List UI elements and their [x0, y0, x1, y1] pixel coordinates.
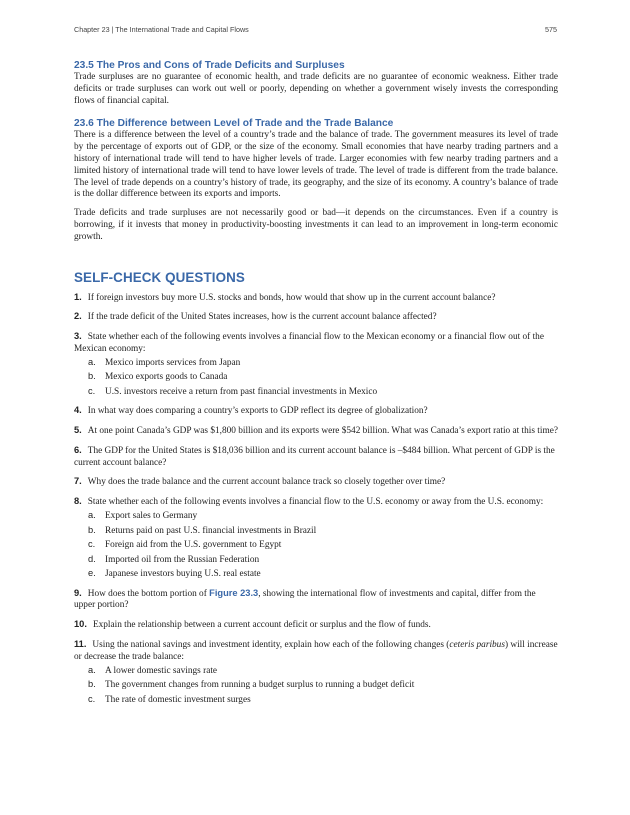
- question-7: [74, 476, 558, 489]
- question-number: 9.: [74, 587, 82, 598]
- item-letter: d.: [88, 553, 96, 564]
- list-item: [88, 539, 558, 552]
- list-item: [88, 386, 558, 399]
- item-letter: b.: [88, 524, 96, 535]
- sub-item-list: [74, 357, 558, 399]
- chapter-title: Chapter 23 | The International Trade and Capital Flows: [74, 25, 249, 34]
- item-text: Mexico imports services from Japan: [105, 357, 241, 368]
- question-text: Explain the relationship between a current account deficit or surplus and the flow of funds.: [92, 620, 431, 631]
- question-number: 8.: [74, 496, 82, 507]
- self-check-heading: SELF-CHECK QUESTIONS: [74, 269, 245, 285]
- sub-item-list: [74, 510, 558, 581]
- question-text: The GDP for the United States is $18,036 billion and its current account balance is –$484 billion. What percent of GDP is the current account balance?: [74, 445, 555, 468]
- question-text: State whether each of the following events involves a financial flow to the U.S. economy or away from the U.S. economy:: [87, 497, 544, 508]
- question-number: 1.: [74, 291, 82, 302]
- question-3: [74, 331, 558, 398]
- item-letter: c.: [88, 539, 96, 550]
- question-number: 4.: [74, 405, 82, 416]
- paragraph: Trade deficits and trade surpluses are not necessarily good or bad—it depends on the circumstances. Even if a country is borrowing, if it invests that money in productivity-boosting investments it can lead to an improvement in long-term economic growth.: [74, 208, 558, 242]
- item-text: Foreign aid from the U.S. government to Egypt: [105, 540, 282, 551]
- question-number: 7.: [74, 476, 82, 487]
- page-content: [74, 59, 558, 713]
- question-text: How does the bottom portion of: [87, 588, 210, 599]
- list-item: [88, 694, 558, 707]
- item-letter: b.: [88, 371, 96, 382]
- sub-item-list: [74, 665, 558, 707]
- question-text: In what way does comparing a country’s exports to GDP reflect its degree of globalization?: [87, 406, 428, 417]
- question-number: 6.: [74, 444, 82, 455]
- question-number: 11.: [74, 638, 87, 649]
- item-text: Imported oil from the Russian Federation: [105, 554, 260, 565]
- list-item: [88, 554, 558, 567]
- item-letter: b.: [88, 679, 96, 690]
- list-item: [88, 568, 558, 581]
- italic-term: ceteris paribus: [449, 639, 505, 650]
- item-text: Mexico exports goods to Canada: [105, 372, 228, 383]
- item-letter: a.: [88, 664, 96, 675]
- list-item: [88, 357, 558, 370]
- question-11: [74, 639, 558, 706]
- item-text: Export sales to Germany: [105, 511, 198, 522]
- item-letter: c.: [88, 385, 96, 396]
- question-2: [74, 311, 558, 324]
- item-text: Returns paid on past U.S. financial investments in Brazil: [105, 525, 317, 536]
- question-number: 3.: [74, 331, 82, 342]
- question-4: [74, 405, 558, 418]
- question-8: [74, 496, 558, 580]
- question-list: [74, 292, 558, 706]
- question-number: 10.: [74, 619, 87, 630]
- question-6: [74, 445, 558, 470]
- question-number: 5.: [74, 425, 82, 436]
- item-text: Japanese investors buying U.S. real estate: [105, 569, 261, 580]
- section-title-23-6: 23.6 The Difference between Level of Trade and the Trade Balance: [74, 118, 394, 130]
- question-9: [74, 588, 558, 613]
- question-5: [74, 425, 558, 438]
- list-item: [88, 679, 558, 692]
- item-text: The rate of domestic investment surges: [105, 694, 251, 705]
- question-text: At one point Canada’s GDP was $1,800 billion and its exports were $542 billion. What was Canada’s export ratio at this time?: [87, 426, 558, 437]
- question-text: Why does the trade balance and the current account balance track so closely together over time?: [87, 477, 446, 488]
- item-text: A lower domestic savings rate: [105, 665, 218, 676]
- list-item: [88, 525, 558, 538]
- question-text: State whether each of the following events involves a financial flow to the Mexican economy or a financial flow out of the Mexican economy:: [74, 332, 544, 354]
- item-letter: e.: [88, 568, 96, 579]
- item-text: U.S. investors receive a return from past financial investments in Mexico: [105, 386, 378, 397]
- running-header: [74, 25, 557, 34]
- question-text: ) will increase or decrease the trade balance:: [74, 639, 558, 662]
- paragraph: Trade surpluses are no guarantee of economic health, and trade deficits are no guarantee of economic weakness. Either trade deficits or trade surpluses can work out well or poorly, depending on whether a government wisely invests the corresponding flows of financial capital.: [74, 72, 558, 106]
- question-number: 2.: [74, 311, 82, 322]
- figure-23-3-link[interactable]: Figure 23.3: [209, 587, 259, 598]
- item-text: The government changes from running a budget surplus to running a budget deficit: [105, 680, 415, 691]
- question-text: If foreign investors buy more U.S. stocks and bonds, how would that show up in the current account balance?: [87, 292, 496, 303]
- item-letter: a.: [88, 510, 96, 521]
- item-letter: c.: [88, 693, 96, 704]
- question-text: , showing the international flow of investments and capital, differ from the upper portion?: [74, 588, 536, 611]
- list-item: [88, 665, 558, 678]
- question-1: [74, 292, 558, 305]
- question-text: If the trade deficit of the United States increases, how is the current account balance affected?: [87, 312, 437, 323]
- page-number: 575: [545, 25, 557, 34]
- list-item: [88, 510, 558, 523]
- question-text: Using the national savings and investment identity, explain how each of the following changes (: [92, 639, 450, 650]
- paragraph: There is a difference between the level of a country’s trade and the balance of trade. The government measures its level of trade by the percentage of exports out of GDP, or the size of the economy. Small economies that have nearby trading partners and a history of international trade will tend to have higher levels of trade. Larger economies with few nearby trading partners and a limited history of international trade will tend to have lower levels of trade. The level of trade is different from the trade balance. The level of trade depends on a country’s history of trade, its geography, and the size of its economy. A country’s balance of trade is the dollar difference between its exports and imports.: [74, 130, 558, 200]
- section-title-23-5: 23.5 The Pros and Cons of Trade Deficits and Surpluses: [74, 60, 345, 71]
- item-letter: a.: [88, 356, 96, 367]
- question-10: [74, 619, 558, 632]
- list-item: [88, 371, 558, 384]
